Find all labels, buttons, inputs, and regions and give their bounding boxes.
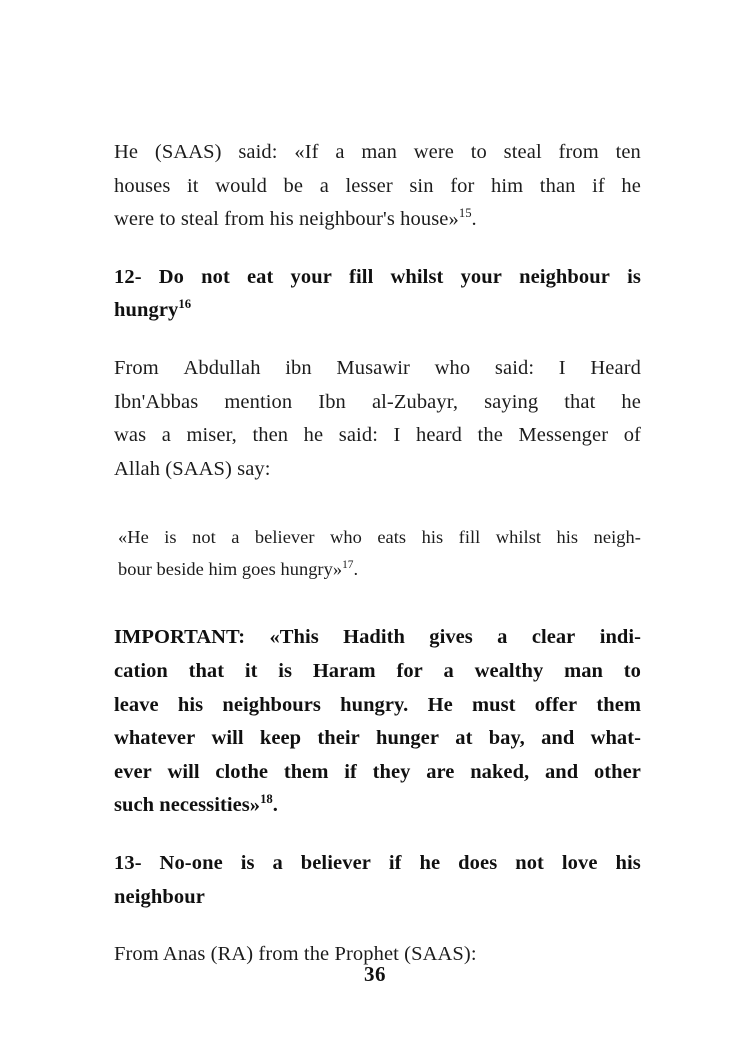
- line-text: were to steal from his neighbour's house»: [114, 208, 459, 231]
- text-line: was a miser, then he said: I heard the Messenger of: [114, 424, 641, 447]
- heading-line: 12- Do not eat your fill whilst your neighbour is: [114, 265, 641, 288]
- text-line: houses it would be a lesser sin for him than if he: [114, 174, 641, 197]
- text-column: [114, 136, 641, 972]
- spacer: [114, 328, 641, 352]
- important-line: IMPORTANT: «This Hadith gives a clear indi-: [114, 626, 641, 649]
- spacer: [114, 486, 641, 522]
- footnote-marker-15: 15: [458, 206, 472, 221]
- important-line: such necessities»$^{18}$.: [114, 792, 278, 817]
- important-line: leave his neighbours hungry. He must offer them: [114, 693, 641, 716]
- quote-text: bour beside him goes hungry»: [118, 558, 343, 579]
- heading-line: [114, 294, 641, 328]
- important-line: whatever will keep their hunger at bay, and what-: [114, 727, 641, 750]
- spacer: [114, 914, 641, 938]
- spacer: [114, 237, 641, 261]
- spacer: [114, 823, 641, 847]
- important-line: ever will clothe them if they are naked, and other: [114, 760, 641, 783]
- heading-line: 13- No-one is a believer if he does not love his: [114, 851, 641, 874]
- text-line: Ibn'Abbas mention Ibn al-Zubayr, saying that he: [114, 390, 641, 413]
- hadith-stealing-paragraph: [114, 136, 641, 237]
- footnote-marker-16: 16: [178, 297, 192, 312]
- footnote-marker-17: 17: [342, 558, 354, 571]
- heading-line: neighbour: [114, 885, 205, 908]
- text-line: were to steal from his neighbour's house»$^{15}$.: [114, 206, 477, 231]
- section-12-heading: [114, 261, 641, 328]
- important-line: cation that it is Haram for a wealthy man to: [114, 659, 641, 682]
- quote-line: bour beside him goes hungry»$^{17}$.: [118, 558, 359, 579]
- section-13-heading: [114, 847, 641, 914]
- text-line: From Abdullah ibn Musawir who said: I Heard: [114, 356, 641, 379]
- text-line: Allah (SAAS) say:: [114, 457, 271, 480]
- spacer: [114, 585, 641, 621]
- important-text: such necessities»: [114, 794, 261, 817]
- heading-text: hungry: [114, 299, 179, 322]
- quote-line: «He is not a believer who eats his fill whilst his neigh-: [118, 527, 641, 548]
- isnad-paragraph: [114, 352, 641, 486]
- footnote-marker-18: 18: [260, 792, 273, 807]
- text-line: From Anas (RA) from the Prophet (SAAS):: [114, 943, 477, 966]
- text-line: He (SAAS) said: «If a man were to steal from ten: [114, 141, 641, 163]
- important-commentary: [114, 621, 641, 823]
- hadith-quotation: [118, 522, 641, 585]
- page-number: 36: [364, 962, 386, 986]
